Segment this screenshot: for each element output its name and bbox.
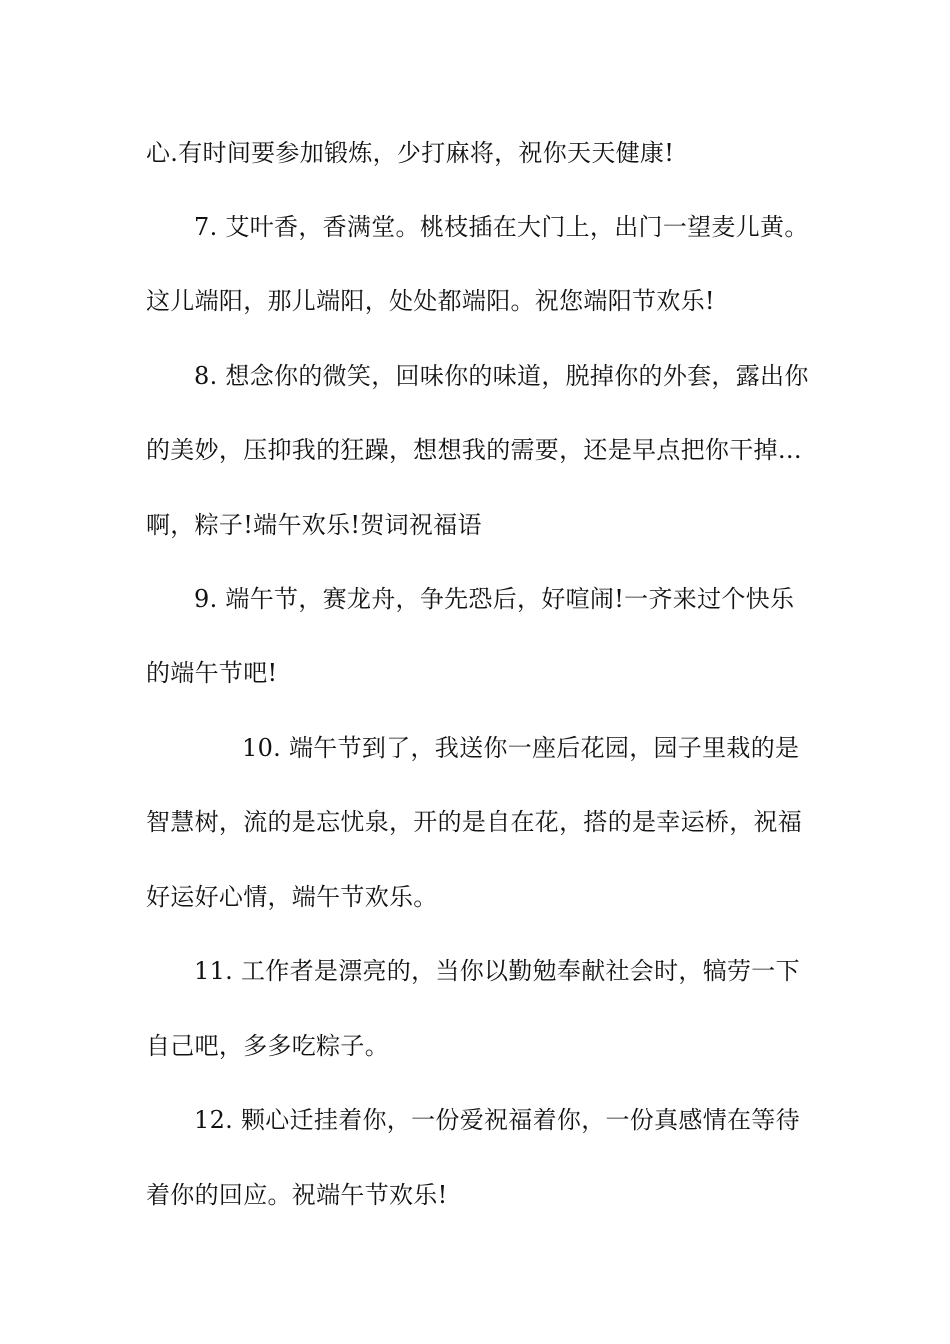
text-line: 10. 端午节到了，我送你一座后花园，园子里栽的是 bbox=[242, 734, 800, 762]
text-line: 8. 想念你的微笑，回味你的味道，脱掉你的外套，露出你 bbox=[194, 362, 809, 390]
text-line: 啊，粽子!端午欢乐!贺词祝福语 bbox=[146, 511, 482, 539]
text-line: 11. 工作者是漂亮的，当你以勤勉奉献社会时，犒劳一下 bbox=[194, 957, 800, 985]
text-line: 心.有时间要参加锻炼，少打麻将，祝你天天健康! bbox=[146, 139, 675, 167]
text-line: 9. 端午节，赛龙舟，争先恐后，好喧闹!一齐来过个快乐 bbox=[194, 585, 795, 613]
text-line: 的端午节吧! bbox=[146, 659, 278, 687]
text-line: 智慧树，流的是忘忧泉，开的是自在花，搭的是幸运桥，祝福 bbox=[146, 808, 803, 836]
text-line: 自己吧，多多吃粽子。 bbox=[146, 1032, 389, 1060]
text-line: 着你的回应。祝端午节欢乐! bbox=[146, 1181, 448, 1209]
text-line: 的美妙，压抑我的狂躁，想想我的需要，还是早点把你干掉… bbox=[146, 436, 803, 464]
text-line: 这儿端阳，那儿端阳，处处都端阳。祝您端阳节欢乐! bbox=[146, 287, 715, 315]
text-line: 12. 颗心迁挂着你，一份爱祝福着你，一份真感情在等待 bbox=[194, 1106, 800, 1134]
text-line: 7. 艾叶香，香满堂。桃枝插在大门上，出门一望麦儿黄。 bbox=[194, 213, 809, 241]
text-line: 好运好心情，端午节欢乐。 bbox=[146, 883, 438, 911]
